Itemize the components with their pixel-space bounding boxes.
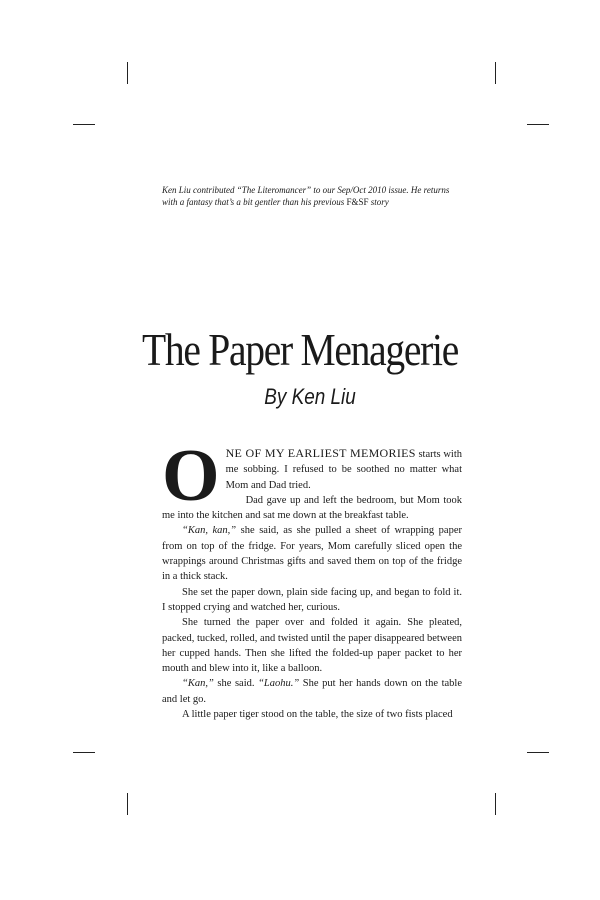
crop-mark-bottom-right-vertical (495, 793, 496, 815)
editor-intro-note (162, 185, 462, 208)
paragraph-3-quote: “Kan, kan,” (182, 525, 237, 537)
paragraph-6-rest: She put her hands down on the table and let go. (162, 678, 462, 705)
crop-mark-top-left-horizontal (73, 124, 95, 125)
paragraph-3-rest: she said, as she pulled a sheet of wrapping paper from on top of the fridge. For years, Mom carefully sliced open the wrappings around Christmas gifts and saved them on top of the fridge in a thick stack. (162, 525, 463, 583)
crop-mark-top-left-vertical (127, 62, 128, 84)
paragraph-3 (162, 523, 462, 584)
drop-cap: O (162, 435, 220, 517)
paragraph-6-mid: she said. (213, 678, 259, 690)
story-byline: By Ken Liu (264, 384, 356, 409)
story-body (162, 435, 463, 722)
paragraph-7: A little paper tiger stood on the table, the size of two fists placed (182, 709, 453, 721)
paragraph-6 (162, 676, 462, 707)
crop-mark-bottom-left-vertical (127, 793, 128, 815)
paragraph-6-quote-2: “Laohu.” (258, 678, 300, 690)
crop-mark-bottom-left-horizontal (73, 752, 95, 753)
intro-text-end: story (368, 196, 389, 207)
story-title: The Paper Menagerie (142, 324, 458, 375)
paragraph-6-quote-1: “Kan,” (182, 678, 214, 690)
crop-mark-top-right-horizontal (527, 124, 549, 125)
intro-text: Ken Liu contributed “The Literomancer” to our Sep/Oct 2010 issue. He returns with a fantasy that’s a bit gentler than his previous (162, 185, 450, 207)
paragraph-2: Dad gave up and left the bedroom, but Mom took me into the kitchen and sat me down at the breakfast table. (162, 494, 462, 522)
crop-mark-bottom-right-horizontal (527, 752, 549, 753)
intro-magazine-name: F&SF (346, 196, 369, 207)
paragraph-1-rest: starts with me sobbing. I refused to be soothed no matter what Mom and Dad tried. (225, 449, 462, 491)
paragraph-5: She turned the paper over and folded it again. She pleated, packed, tucked, rolled, and twisted until the paper disappeared between her cupped hands. Then she lifted the folded-up paper packet to her mouth and blew into it, like a balloon. (162, 617, 462, 675)
crop-mark-top-right-vertical (495, 62, 496, 84)
paragraph-4: She set the paper down, plain side facing up, and began to fold it. I stopped crying and watched her, curious. (162, 586, 462, 613)
lead-in-caps: NE OF MY EARLIEST MEMORIES (225, 446, 416, 460)
